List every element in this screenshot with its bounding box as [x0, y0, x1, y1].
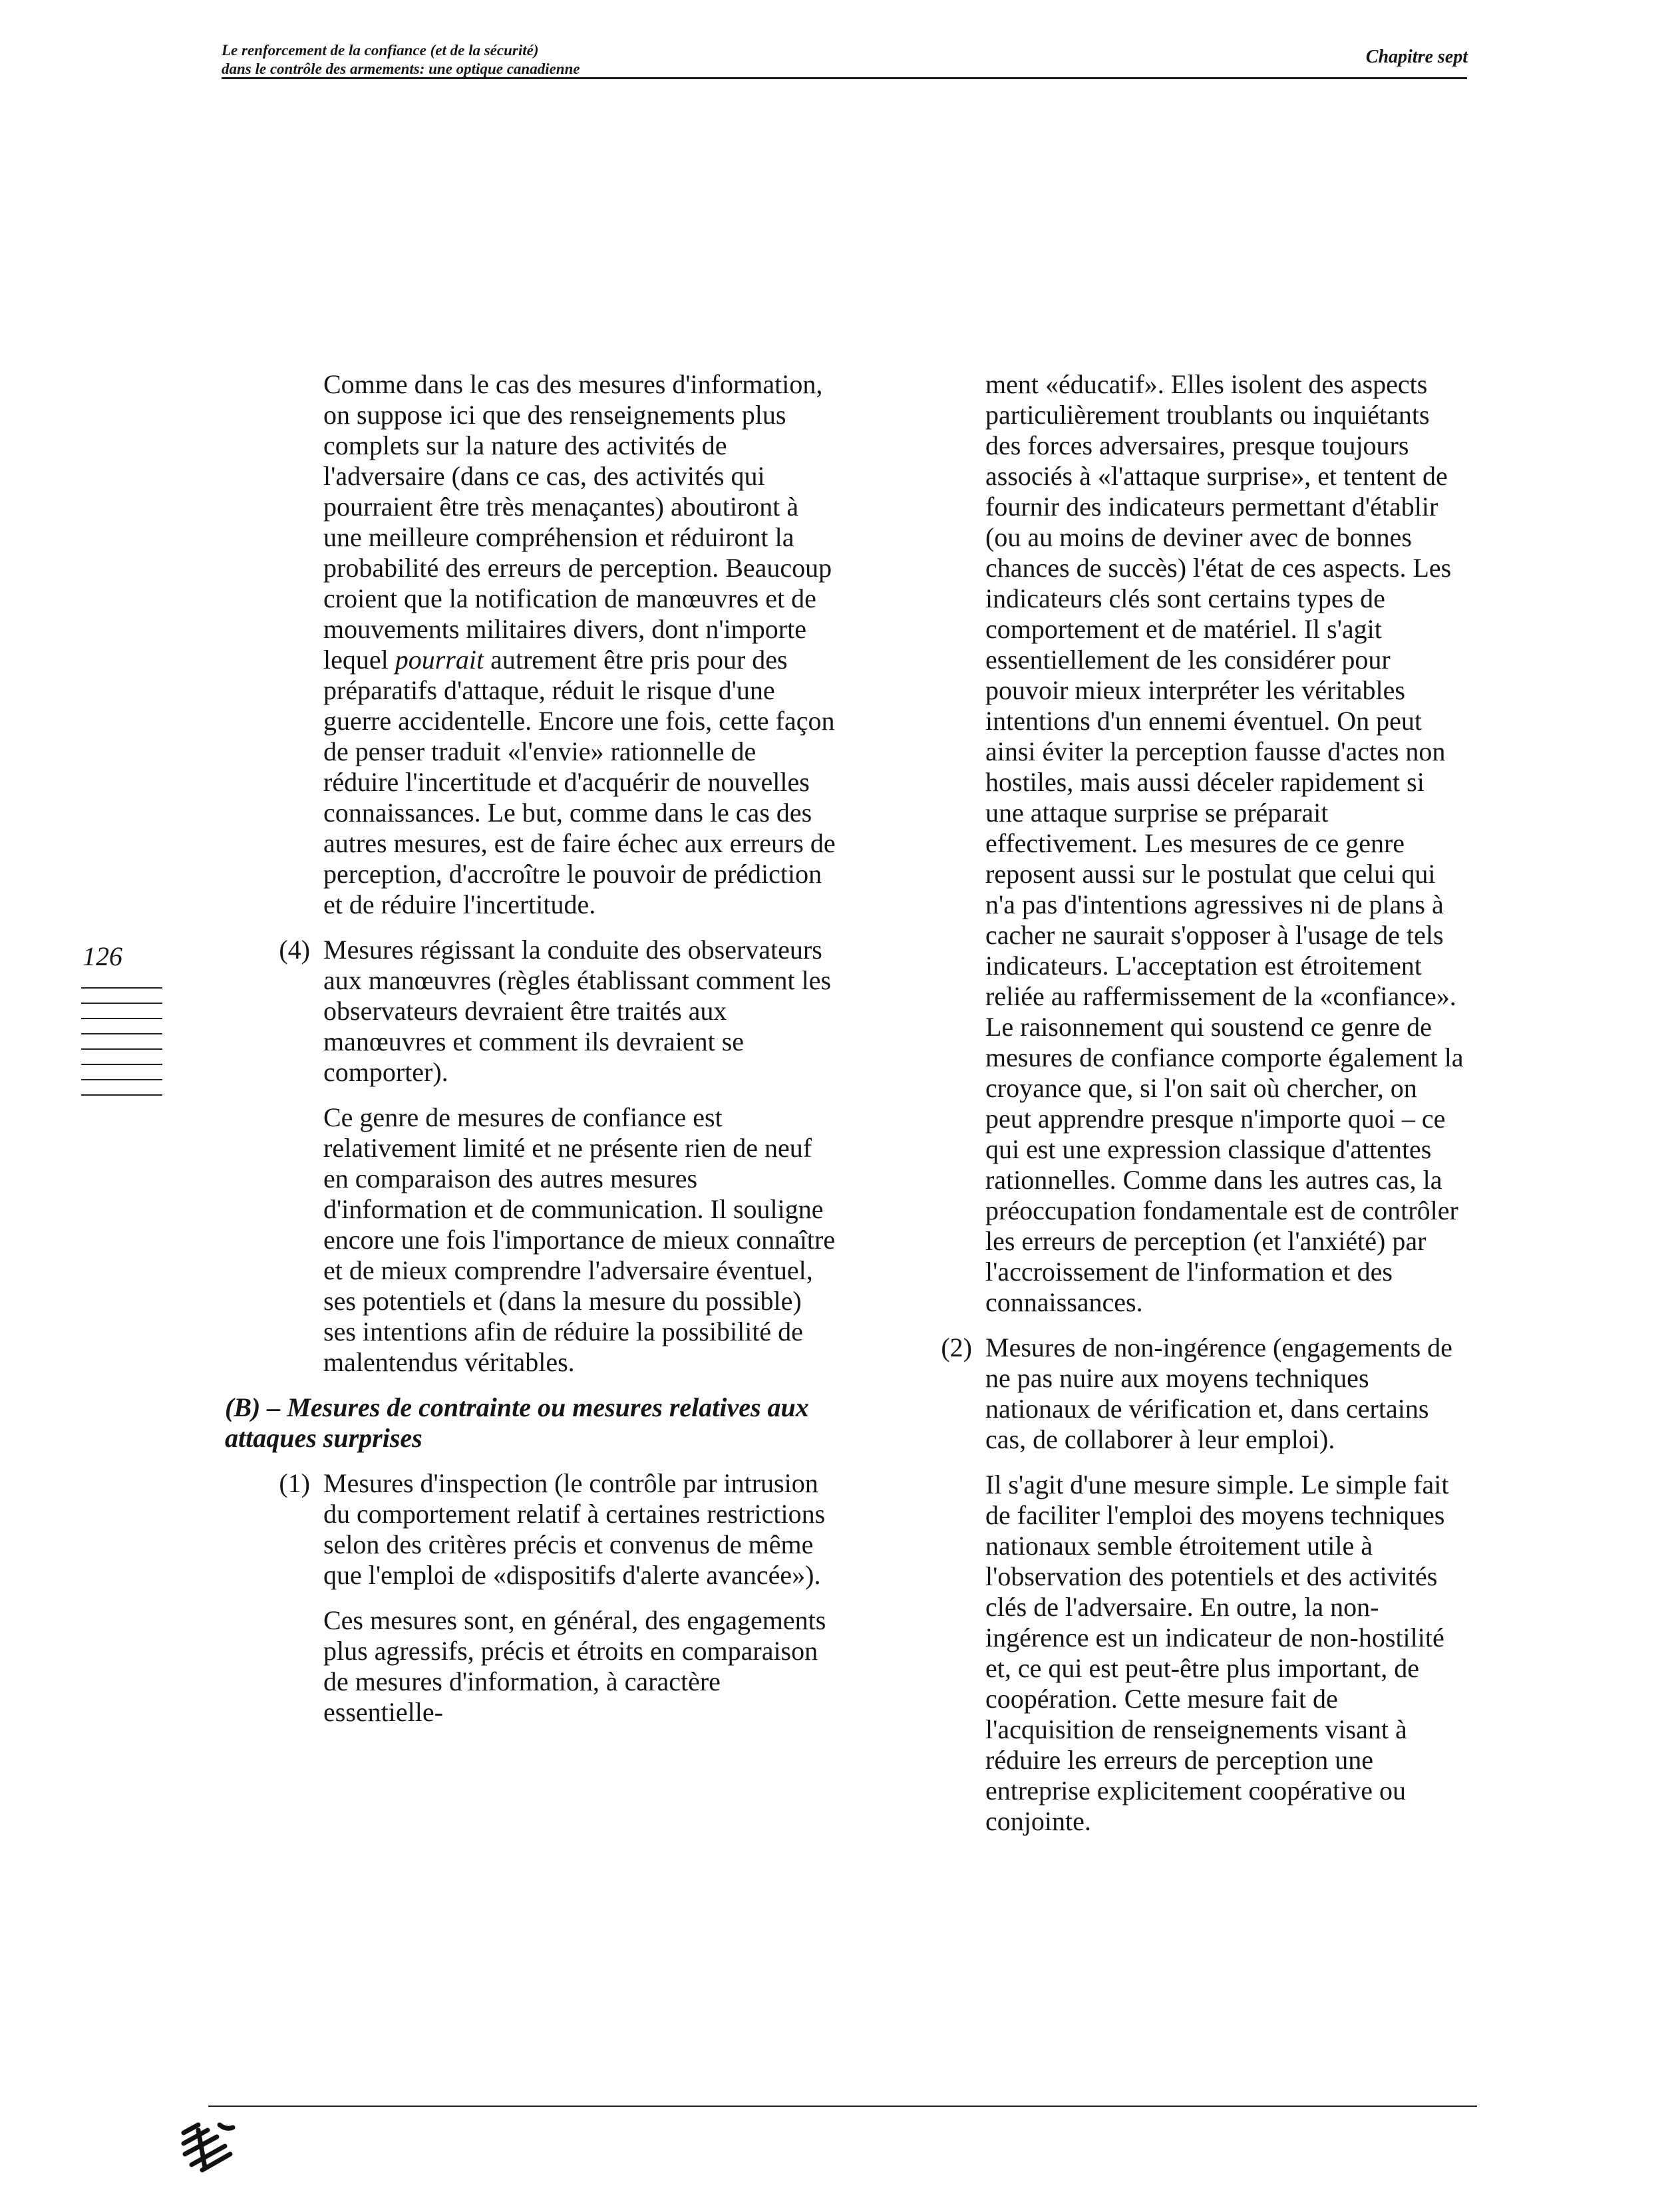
- running-header-line1: Le renforcement de la confiance (et de la sécurité): [222, 42, 539, 59]
- list-item-1: [225, 1468, 837, 1591]
- running-header-title: [222, 41, 580, 78]
- paragraph: Ces mesures sont, en général, des engagements plus agressifs, précis et étroits en comparaison de mesures d'information, à caractère essentielle-: [323, 1605, 826, 1727]
- paragraph: Comme dans le cas des mesures d'information, on suppose ici que des renseignements plus complets sur la nature des activités de l'adversaire (dans ce cas, des activités qui pourraient être très menaçantes) aboutiront à une meilleure compréhension et réduiront la probabilité des erreurs de perception. Beaucoup croient que la notification de manœuvres et de mouvements militaires divers, dont n'importe lequel pourrait autrement être pris pour des préparatifs d'attaque, réduit le risque d'une guerre accidentelle. Encore une fois, cette façon de penser traduit «l'envie» rationnelle de réduire l'incertitude et d'acquérir de nouvelles connaissances. Le but, comme dans le cas des autres mesures, est de faire échec aux erreurs de perception, d'accroître le pouvoir de prédiction et de réduire l'incertitude.: [323, 369, 836, 919]
- section-heading-b: (B) – Mesures de contrainte ou mesures relatives aux attaques surprises: [225, 1392, 809, 1453]
- publisher-logo-icon: [178, 2121, 238, 2174]
- running-header-line2: dans le contrôle des armements: une optique canadienne: [222, 61, 580, 77]
- emphasis-text: pourrait: [395, 645, 484, 675]
- paragraph: Il s'agit d'une mesure simple. Le simple fait de faciliter l'emploi des moyens techniques nationaux semble étroitement utile à l'observation des potentiels et des activités clés de l'adversaire. En outre, la non-ingérence est un indicateur de non-hostilité et, ce qui est peut-être plus important, de coopération. Cette mesure fait de l'acquisition de renseignements visant à réduire les erreurs de perception une entreprise explicitement coopérative ou conjointe.: [985, 1470, 1449, 1836]
- list-text: Mesures régissant la conduite des observateurs aux manœuvres (règles établissant comment les observateurs devraient être traités aux manœuvres et comment ils devraient se comporter).: [323, 935, 832, 1087]
- list-text: Mesures d'inspection (le contrôle par intrusion du comportement relatif à certaines restrictions selon des critères précis et convenus de même que l'emploi de «dispositifs d'alerte avancée»).: [323, 1468, 826, 1590]
- footer-rule: [208, 2106, 1477, 2107]
- list-text: Mesures de non-ingérence (engagements de ne pas nuire aux moyens techniques nationaux de vérification et, dans certains cas, de collaborer à leur emploi).: [985, 1332, 1452, 1454]
- list-number: (1): [279, 1468, 310, 1498]
- list-number: (4): [279, 935, 310, 965]
- paragraph: ment «éducatif». Elles isolent des aspects particulièrement troublants ou inquiétants des forces adversaires, presque toujours associés à «l'attaque surprise», et tentent de fournir des indicateurs permettant d'établir (ou au moins de deviner avec de bonnes chances de succès) l'état de ces aspects. Les indicateurs clés sont certains types de comportement et de matériel. Il s'agit essentiellement de les considérer pour pouvoir mieux interpréter les véritables intentions d'un ennemi éventuel. On peut ainsi éviter la perception fausse d'actes non hostiles, mais aussi déceler rapidement si une attaque surprise se préparait effectivement. Les mesures de ce genre reposent aussi sur le postulat que celui qui n'a pas d'intentions agressives ni de plans à cacher ne saurait s'opposer à l'usage de tels indicateurs. L'acceptation est étroitement reliée au raffermissement de la «confiance». Le raisonnement qui soustend ce genre de mesures de confiance comporte également la croyance que, si l'on sait où chercher, on peut apprendre presque n'importe quoi – ce qui est une expression classique d'attentes rationnelles. Comme dans les autres cas, la préoccupation fondamentale est de contrôler les erreurs de perception (et l'anxiété) par l'accroissement de l'information et des connaissances.: [985, 369, 1464, 1317]
- left-column: [225, 369, 837, 1742]
- list-item-4: [225, 935, 837, 1088]
- page-number: 126: [83, 941, 122, 971]
- paragraph: Ce genre de mesures de confiance est relativement limité et ne présente rien de neuf en comparaison des autres mesures d'information et de communication. Il souligne encore une fois l'importance de mieux connaître et de mieux comprendre l'adversaire éventuel, ses potentiels et (dans la mesure du possible) ses intentions afin de réduire la possibilité de malentendus véritables.: [323, 1102, 836, 1377]
- list-number: (2): [941, 1332, 972, 1362]
- right-column: [927, 369, 1466, 1851]
- margin-decoration: [81, 987, 162, 1110]
- list-item-2: [927, 1332, 1466, 1455]
- chapter-label: Chapitre sept: [1365, 47, 1468, 67]
- header-rule: [222, 77, 1467, 79]
